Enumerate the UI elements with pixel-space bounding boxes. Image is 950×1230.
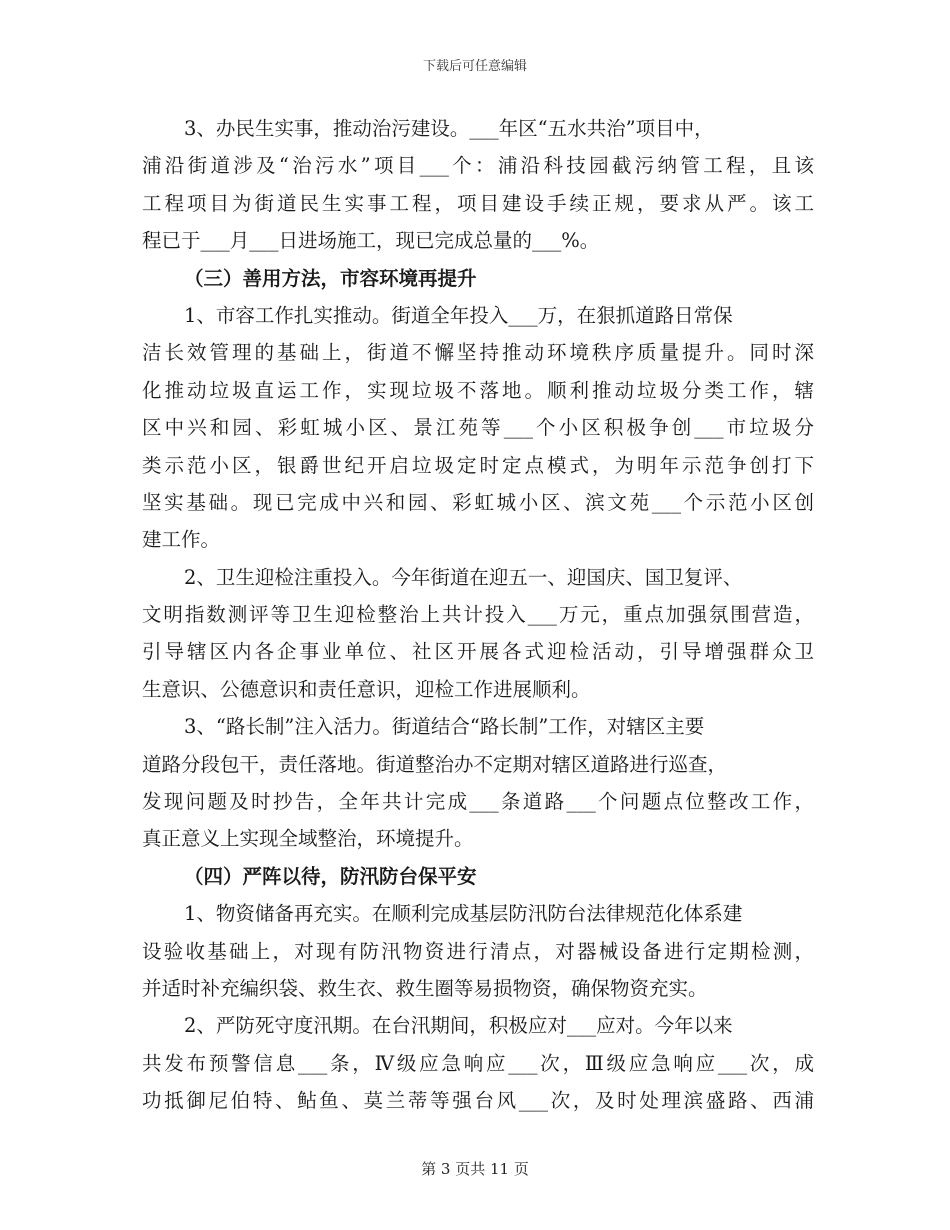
paragraph-line: 3、“路长制”注入活力。街道结合“路长制”工作，对辖区主要 [184, 715, 705, 739]
paragraph-line: 共发布预警信息___条，Ⅳ级应急响应___次，Ⅲ级应急响应___次，成 [142, 1051, 814, 1075]
paragraph-line: 生意识、公德意识和责任意识，迎检工作进展顺利。 [142, 677, 591, 701]
paragraph-line: 类示范小区，银爵世纪开启垃圾定时定点模式，为明年示范争创打下 [142, 453, 814, 477]
paragraph-line: 2、卫生迎检注重投入。今年街道在迎五一、迎国庆、国卫复评、 [184, 565, 743, 589]
paragraph-line: 引导辖区内各企事业单位、社区开展各式迎检活动，引导增强群众卫 [142, 640, 814, 664]
paragraph-line: 道路分段包干，责任落地。街道整治办不定期对辖区道路进行巡查， [142, 752, 728, 776]
section-heading: （四）严阵以待，防汛防台保平安 [184, 864, 477, 888]
paragraph-line: 建工作。 [142, 528, 221, 552]
page-header: 下载后可任意编辑 [422, 59, 527, 74]
section-heading: （三）善用方法，市容环境再提升 [184, 266, 477, 290]
paragraph-line: 坚实基础。现已完成中兴和园、彩虹城小区、滨文苑___个示范小区创 [142, 490, 814, 514]
paragraph-line: 功抵御尼伯特、鲇鱼、莫兰蒂等强台风___次，及时处理滨盛路、西浦 [142, 1089, 814, 1113]
paragraph-line: 发现问题及时抄告，全年共计完成___条道路___个问题点位整改工作， [142, 790, 814, 814]
paragraph-line: 文明指数测评等卫生迎检整治上共计投入___万元，重点加强氛围营造， [142, 603, 814, 627]
paragraph-line: 浦沿街道涉及“治污水”项目___个：浦沿科技园截污纳管工程，且该 [142, 154, 814, 178]
paragraph-line: 程已于___月___日进场施工，现已完成总量的___%。 [142, 229, 600, 253]
document-body [142, 110, 814, 1120]
paragraph-line: 化推动垃圾直运工作，实现垃圾不落地。顺利推动垃圾分类工作，辖 [142, 378, 814, 402]
page-footer: 第 3 页共 11 页 [421, 1160, 529, 1178]
paragraph-line: 并适时补充编织袋、救生衣、救生圈等易损物资，确保物资充实。 [142, 976, 708, 1000]
paragraph-line: 区中兴和园、彩虹城小区、景江苑等___个小区积极争创___市垃圾分 [142, 416, 814, 440]
paragraph-line: 真正意义上实现全域整治，环境提升。 [142, 827, 474, 851]
paragraph-line: 1、市容工作扎实推动。街道全年投入___万，在狠抓道路日常保 [184, 303, 733, 327]
paragraph-line: 洁长效管理的基础上，街道不懈坚持推动环境秩序质量提升。同时深 [142, 341, 814, 365]
paragraph-line: 3、办民生实事，推动治污建设。___年区“五水共治”项目中， [184, 117, 714, 140]
paragraph-line: 设验收基础上，对现有防汛物资进行清点，对器械设备进行定期检测， [142, 939, 814, 963]
paragraph-line: 1、物资储备再充实。在顺利完成基层防汛防台法律规范化体系建 [184, 902, 743, 926]
paragraph-line: 工程项目为街道民生实事工程，项目建设手续正规，要求从严。该工 [142, 191, 814, 215]
paragraph-line: 2、严防死守度汛期。在台汛期间，积极应对___应对。今年以来 [184, 1014, 733, 1038]
